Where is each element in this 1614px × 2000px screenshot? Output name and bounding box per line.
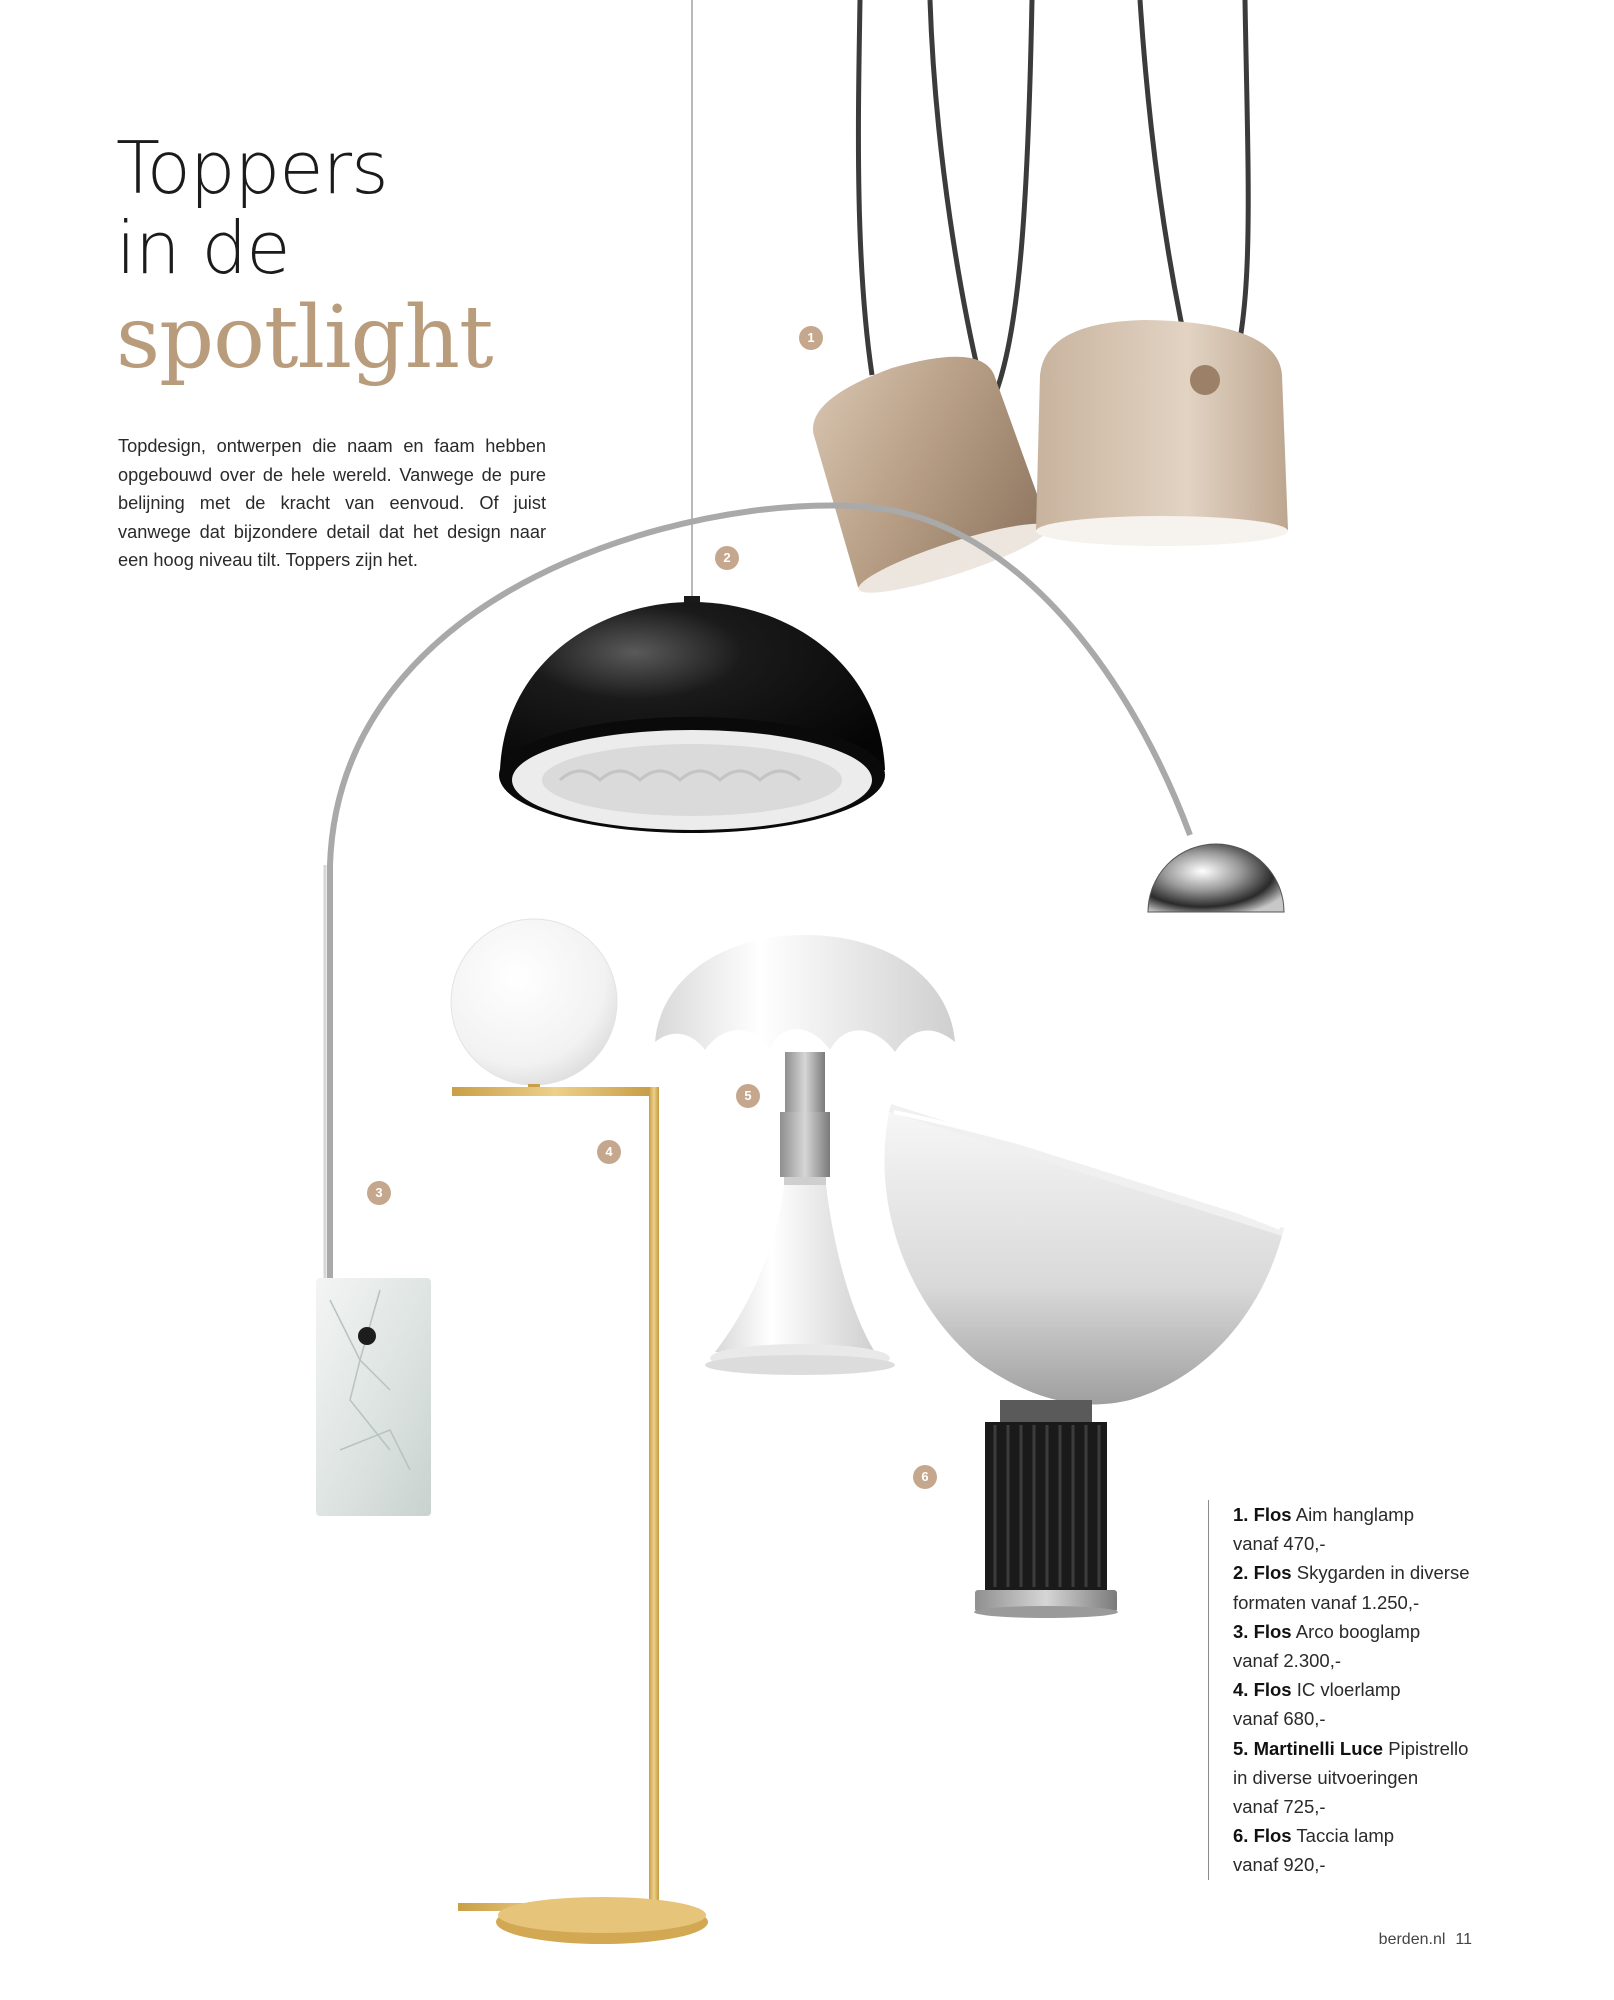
product-brand: 3. Flos	[1233, 1620, 1292, 1642]
product-price: vanaf 680,-	[1233, 1708, 1326, 1730]
page-footer	[1369, 1931, 1472, 1949]
skygarden-pendant	[499, 596, 885, 833]
marker-5: 5	[736, 1084, 760, 1108]
product-brand: 5. Martinelli Luce	[1233, 1737, 1384, 1759]
product-item-4	[1233, 1675, 1503, 1733]
product-brand: 1. Flos	[1233, 1504, 1292, 1525]
marker-4: 4	[597, 1140, 621, 1164]
product-item-5	[1233, 1734, 1503, 1822]
product-item-3	[1233, 1617, 1503, 1675]
aim-pendant-left	[797, 337, 1054, 604]
product-brand: 6. Flos	[1233, 1825, 1292, 1847]
product-item-2	[1233, 1558, 1503, 1616]
product-name: IC vloerlamp	[1291, 1679, 1401, 1701]
product-name: Arco booglamp	[1291, 1620, 1421, 1642]
heading-line-2: in de	[116, 206, 290, 290]
product-brand: 2. Flos	[1233, 1562, 1292, 1584]
product-name: Pipistrello	[1383, 1737, 1469, 1759]
page-heading	[116, 128, 493, 386]
product-item-6	[1233, 1821, 1503, 1879]
product-brand: 4. Flos	[1233, 1679, 1292, 1701]
arco-marble-base	[316, 1278, 431, 1516]
product-price: formaten vanaf 1.250,-	[1233, 1591, 1420, 1613]
product-name: Aim hanglamp	[1291, 1504, 1414, 1525]
product-price: vanaf 470,-	[1233, 1533, 1326, 1555]
heading-line-3: spotlight	[116, 288, 493, 388]
footer-site: berden.nl	[1378, 1931, 1446, 1948]
product-price: vanaf 920,-	[1233, 1854, 1326, 1876]
marker-2: 2	[715, 546, 739, 570]
product-price: vanaf 725,-	[1233, 1796, 1326, 1818]
page-number: 11	[1455, 1931, 1472, 1948]
marker-3: 3	[367, 1181, 391, 1205]
product-price: vanaf 2.300,-	[1233, 1650, 1341, 1672]
heading-line-1: Toppers	[116, 126, 388, 210]
arco-shade	[1148, 844, 1284, 912]
product-list	[1208, 1500, 1503, 1880]
aim-pendant-right	[1036, 320, 1288, 546]
marker-1: 1	[799, 326, 823, 350]
product-item-1	[1233, 1500, 1503, 1558]
marker-6: 6	[913, 1465, 937, 1489]
intro-paragraph: Topdesign, ontwerpen die naam en faam hebben opgebouwd over de hele wereld. Vanwege de pure belijning met de kracht van eenvoud. Of juist vanwege dat bijzondere detail dat het design naar een hoog niveau tilt. Toppers zijn het.	[118, 436, 546, 571]
product-variant: in diverse uitvoeringen	[1233, 1766, 1419, 1788]
ic-floor-lamp	[451, 919, 708, 1944]
product-name: Skygarden in diverse	[1291, 1562, 1470, 1584]
product-name: Taccia lamp	[1291, 1825, 1395, 1847]
